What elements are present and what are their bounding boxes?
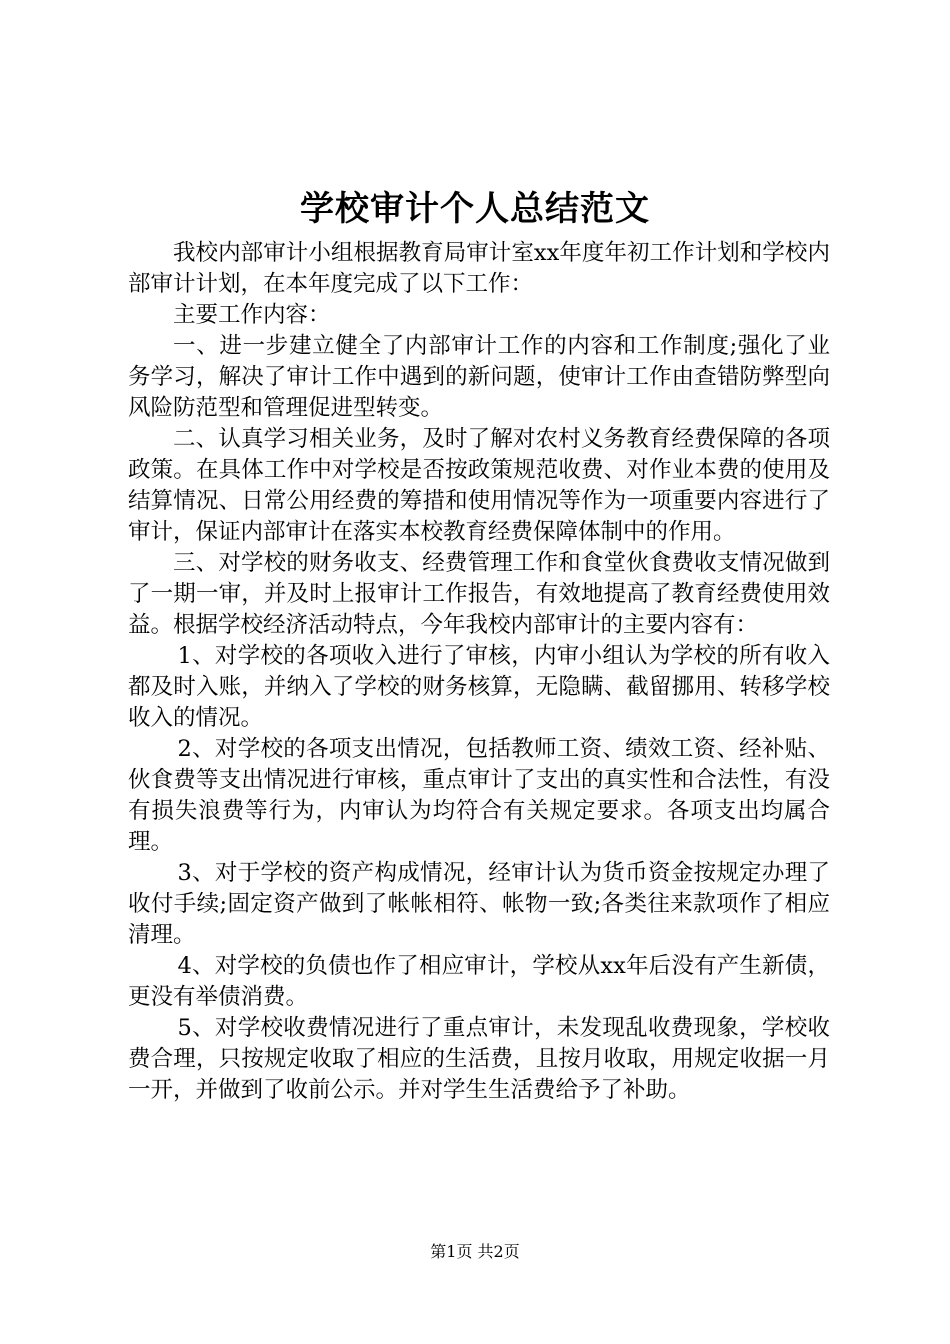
paragraph-item-5: 5、对学校收费情况进行了重点审计，未发现乱收费现象，学校收费合理，只按规定收取了相应的生活费，且按月收取，用规定收据一月一开，并做到了收前公示。并对学生生活费给予了补助。 [128,1015,830,1103]
document-body [128,238,830,1106]
paragraph-section-1: 一、进一步建立健全了内部审计工作的内容和工作制度;强化了业务学习，解决了审计工作中遇到的新问题，使审计工作由查错防弊型向风险防范型和管理促进型转变。 [128,333,830,421]
page-indicator: 第1页 共2页 [430,1242,520,1261]
paragraph-item-2: 2、对学校的各项支出情况，包括教师工资、绩效工资、经补贴、伙食费等支出情况进行审核，重点审计了支出的真实性和合法性，有没有损失浪费等行为，内审认为均符合有关规定要求。各项支出均属合理。 [128,736,830,855]
paragraph-item-4: 4、对学校的负债也作了相应审计，学校从xx年后没有产生新债，更没有举债消费。 [128,953,830,1010]
paragraph-item-3: 3、对于学校的资产构成情况，经审计认为货币资金按规定办理了收付手续;固定资产做到了帐帐相符、帐物一致;各类往来款项作了相应清理。 [128,860,830,948]
paragraph-section-2: 二、认真学习相关业务，及时了解对农村义务教育经费保障的各项政策。在具体工作中对学校是否按政策规范收费、对作业本费的使用及结算情况、日常公用经费的筹措和使用情况等作为一项重要内容进行了审计，保证内部审计在落实本校教育经费保障体制中的作用。 [128,426,830,545]
paragraph-intro: 我校内部审计小组根据教育局审计室xx年度年初工作计划和学校内部审计计划，在本年度完成了以下工作： [128,240,830,297]
document-title: 学校审计个人总结范文 [300,189,650,229]
paragraph-item-1: 1、对学校的各项收入进行了审核，内审小组认为学校的所有收入都及时入账，并纳入了学校的财务核算，无隐瞒、截留挪用、转移学校收入的情况。 [128,643,830,731]
paragraph-section-3: 三、对学校的财务收支、经费管理工作和食堂伙食费收支情况做到了一期一审，并及时上报审计工作报告，有效地提高了教育经费使用效益。根据学校经济活动特点，今年我校内部审计的主要内容有： [128,550,830,638]
paragraph-main-heading: 主要工作内容： [173,302,331,328]
